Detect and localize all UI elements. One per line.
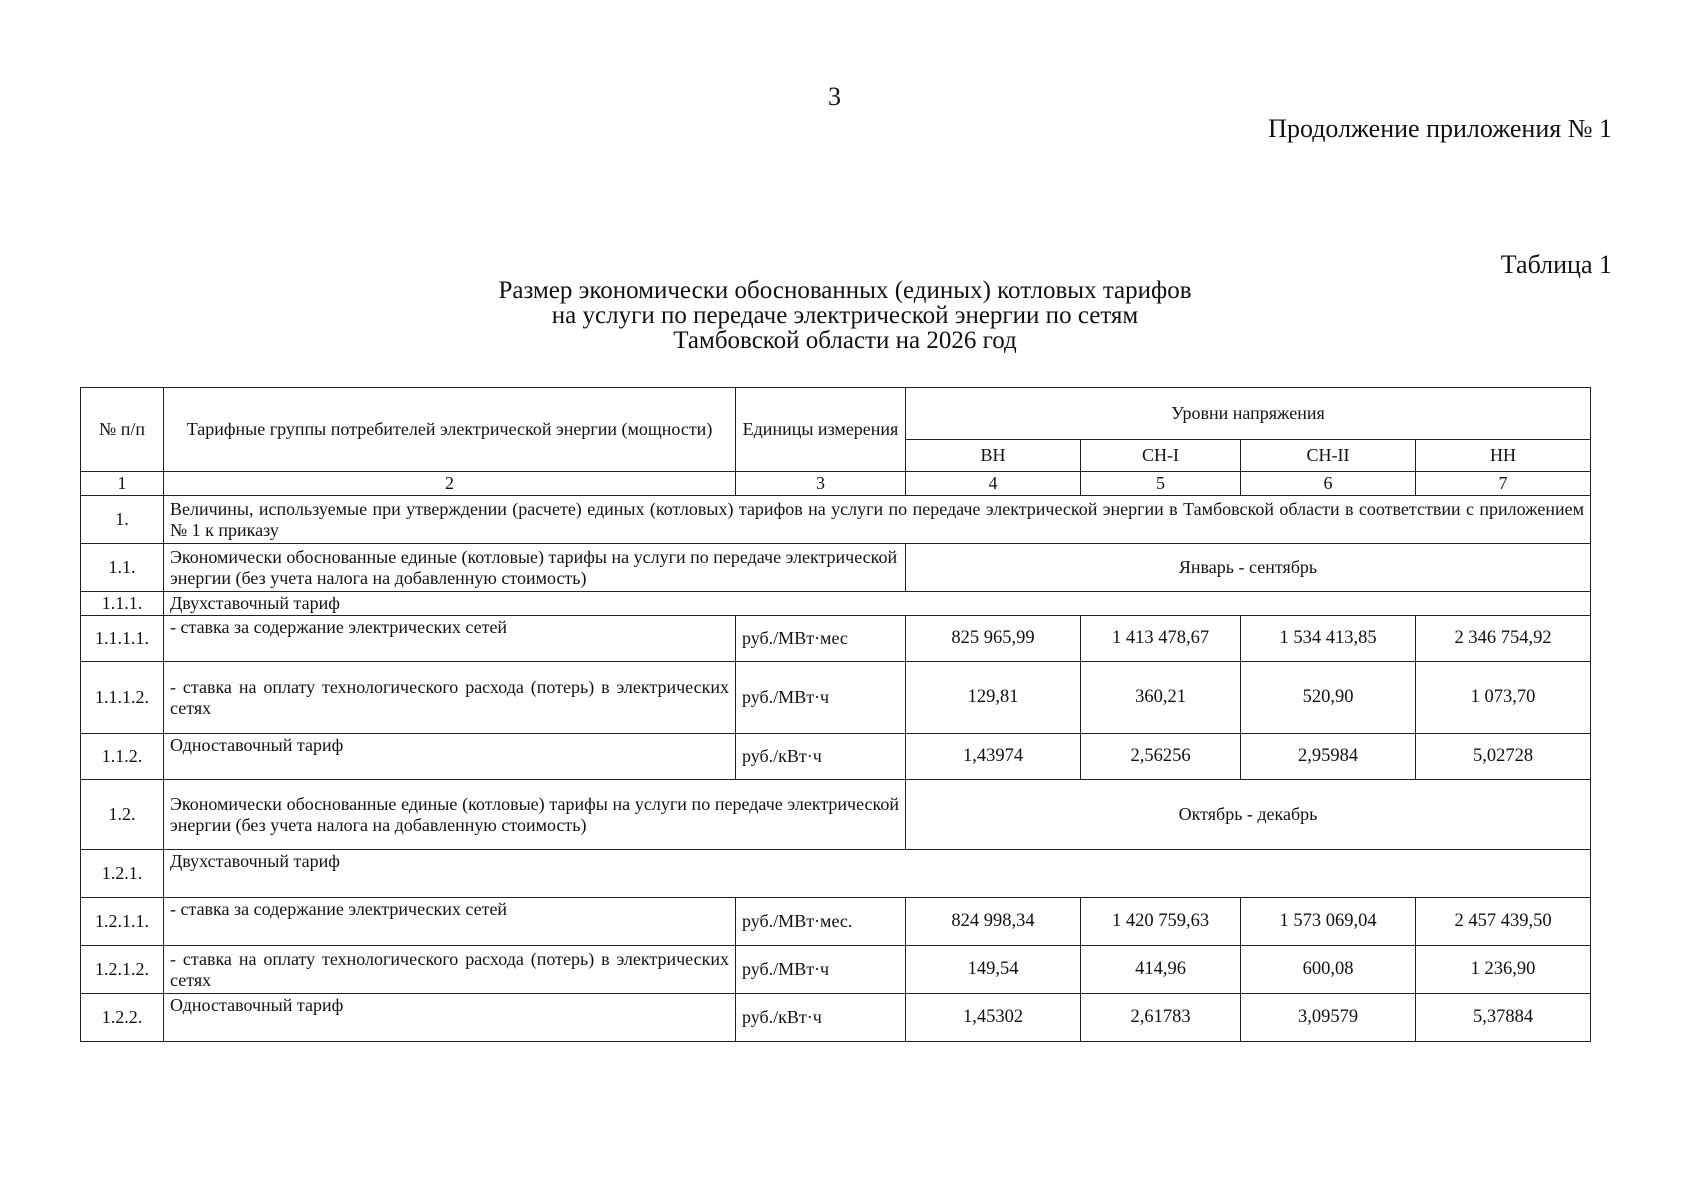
- value-nn: 5,02728: [1416, 734, 1591, 780]
- row-unit: руб./МВт·ч: [736, 662, 906, 734]
- header-levels: Уровни напряжения: [906, 388, 1591, 440]
- value-vn: 149,54: [906, 946, 1081, 994]
- value-vn: 825 965,99: [906, 616, 1081, 662]
- row-text: Экономически обоснованные единые (котловые) тарифы на услуги по передаче электрической энергии (без учета налога на добавленную стоимость): [164, 544, 906, 592]
- table-row: [81, 850, 1591, 898]
- value-vn: 129,81: [906, 662, 1081, 734]
- table-row: [81, 544, 1591, 592]
- value-vn: 1,45302: [906, 994, 1081, 1042]
- row-num: 1.1.2.: [81, 734, 164, 780]
- value-vn: 824 998,34: [906, 898, 1081, 946]
- title-line: на услуги по передаче электрической энергии по сетям: [551, 302, 1139, 329]
- value-sn1: 414,96: [1081, 946, 1241, 994]
- value-sn2: 3,09579: [1241, 994, 1416, 1042]
- row-unit: руб./кВт·ч: [736, 734, 906, 780]
- table-row: [81, 616, 1591, 662]
- table-row: [81, 662, 1591, 734]
- col-number: 7: [1416, 472, 1591, 496]
- value-nn: 1 236,90: [1416, 946, 1591, 994]
- row-unit: руб./МВт·мес: [736, 616, 906, 662]
- level-sn1: СН-I: [1081, 440, 1241, 472]
- header-groups: Тарифные группы потребителей электрической энергии (мощности): [164, 388, 736, 472]
- row-text: Экономически обоснованные единые (котловые) тарифы на услуги по передаче электрической энергии (без учета налога на добавленную стоимость): [164, 780, 906, 850]
- value-sn1: 2,61783: [1081, 994, 1241, 1042]
- value-sn2: 600,08: [1241, 946, 1416, 994]
- row-num: 1.2.1.: [81, 850, 164, 898]
- table-row: [81, 780, 1591, 850]
- row-num: 1.2.: [81, 780, 164, 850]
- row-text: Одноставочный тариф: [164, 734, 736, 780]
- value-sn2: 1 534 413,85: [1241, 616, 1416, 662]
- row-num: 1.2.1.2.: [81, 946, 164, 994]
- col-number: 3: [736, 472, 906, 496]
- value-sn2: 2,95984: [1241, 734, 1416, 780]
- row-text: Двухставочный тариф: [164, 850, 1591, 898]
- row-num: 1.1.1.1.: [81, 616, 164, 662]
- table-row: [81, 994, 1591, 1042]
- row-num: 1.1.1.2.: [81, 662, 164, 734]
- row-unit: руб./МВт·мес.: [736, 898, 906, 946]
- page-number: 3: [828, 82, 841, 111]
- table-row: [81, 592, 1591, 616]
- document-title: [330, 278, 1360, 353]
- title-line: Тамбовской области на 2026 год: [673, 327, 1017, 354]
- col-number: 5: [1081, 472, 1241, 496]
- row-num: 1.2.1.1.: [81, 898, 164, 946]
- row-text: - ставка на оплату технологического расхода (потерь) в электрических сетях: [164, 662, 736, 734]
- appendix-note: Продолжение приложения № 1: [1268, 114, 1612, 143]
- row-text: Двухставочный тариф: [164, 592, 1591, 616]
- value-nn: 5,37884: [1416, 994, 1591, 1042]
- row-text: - ставка за содержание электрических сетей: [164, 616, 736, 662]
- col-number: 1: [81, 472, 164, 496]
- period-label: Январь - сентябрь: [906, 544, 1591, 592]
- table-row: [81, 496, 1591, 544]
- row-num: 1.1.1.: [81, 592, 164, 616]
- header-num: № п/п: [81, 388, 164, 472]
- value-sn2: 1 573 069,04: [1241, 898, 1416, 946]
- col-number: 6: [1241, 472, 1416, 496]
- table-row: [81, 898, 1591, 946]
- row-num: 1.: [81, 496, 164, 544]
- row-text: - ставка за содержание электрических сетей: [164, 898, 736, 946]
- level-nn: НН: [1416, 440, 1591, 472]
- value-sn1: 2,56256: [1081, 734, 1241, 780]
- col-number: 2: [164, 472, 736, 496]
- value-vn: 1,43974: [906, 734, 1081, 780]
- header-units: Единицы измерения: [736, 388, 906, 472]
- table-row: [81, 734, 1591, 780]
- period-label: Октябрь - декабрь: [906, 780, 1591, 850]
- value-sn1: 360,21: [1081, 662, 1241, 734]
- row-num: 1.1.: [81, 544, 164, 592]
- level-vn: ВН: [906, 440, 1081, 472]
- table-row: [81, 946, 1591, 994]
- table-label: Таблица 1: [1500, 250, 1612, 279]
- value-sn2: 520,90: [1241, 662, 1416, 734]
- column-numbers-row: [81, 472, 1591, 496]
- row-num: 1.2.2.: [81, 994, 164, 1042]
- row-text: Величины, используемые при утверждении (расчете) единых (котловых) тарифов на услуги по передаче электрической энергии в Тамбовской области в соответствии с приложением № 1 к приказу: [164, 496, 1591, 544]
- row-unit: руб./кВт·ч: [736, 994, 906, 1042]
- level-sn2: СН-II: [1241, 440, 1416, 472]
- header-row: [81, 388, 1591, 440]
- row-text: - ставка на оплату технологического расхода (потерь) в электрических сетях: [164, 946, 736, 994]
- tariff-table: [80, 387, 1591, 1042]
- row-unit: руб./МВт·ч: [736, 946, 906, 994]
- col-number: 4: [906, 472, 1081, 496]
- value-nn: 2 457 439,50: [1416, 898, 1591, 946]
- value-nn: 1 073,70: [1416, 662, 1591, 734]
- value-nn: 2 346 754,92: [1416, 616, 1591, 662]
- title-line: Размер экономически обоснованных (единых) котловых тарифов: [498, 277, 1192, 304]
- value-sn1: 1 413 478,67: [1081, 616, 1241, 662]
- value-sn1: 1 420 759,63: [1081, 898, 1241, 946]
- row-text: Одноставочный тариф: [164, 994, 736, 1042]
